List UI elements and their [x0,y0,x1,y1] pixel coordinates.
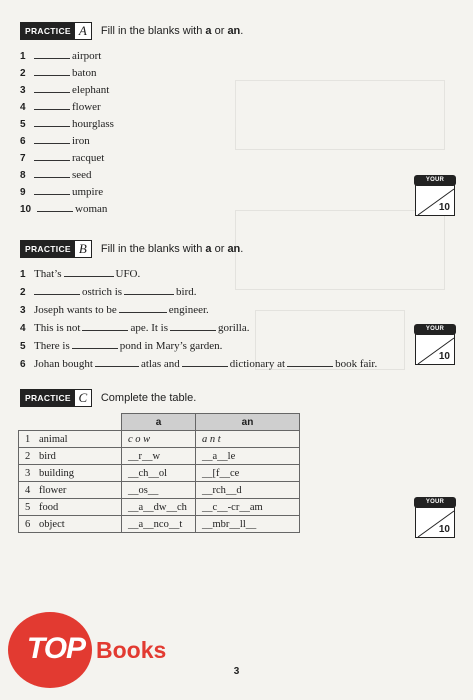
score-label: YOUR SCORE [414,324,456,335]
logo-top-text: TOP [26,632,86,665]
score-slash [416,179,456,217]
list-item: 6 iron [20,135,90,147]
cell-an: __c__-cr__am [196,499,300,516]
score-total: 10 [438,524,450,535]
badge-letter: A [78,23,87,38]
list-item: 1 That’s UFO. [20,268,141,280]
cell-a: __a__nco__t [122,516,196,533]
score-label: YOUR SCORE [414,497,456,508]
table-header-a: a [122,414,196,431]
score-box-c [415,500,455,538]
list-item: 9 umpire [20,186,104,198]
table-header-blank [19,414,122,431]
practice-b-instruction: Fill in the blanks with a or an. [100,243,244,255]
cell-an: __mbr__ll__ [196,516,300,533]
practice-b-header [20,239,243,259]
practice-a-section [20,21,243,41]
list-item: 10 woman [20,203,108,215]
word-table [18,413,300,533]
practice-c-instruction: Complete the table. [100,392,197,404]
practice-a-instruction: Fill in the blanks with a or an. [100,25,244,37]
practice-b-section [20,239,243,259]
cell-an: __rch__d [196,482,300,499]
table-row: 2 bird __r__w __a__le [19,448,300,465]
list-item: 1 airport [20,50,102,62]
list-item: 5 There is pond in Mary’s garden. [20,340,223,352]
score-total: 10 [438,351,450,362]
practice-b-badge [20,240,92,258]
answer-an: a n t [196,431,300,448]
cell-a: __ch__ol [122,465,196,482]
table-header-row [19,414,300,431]
cell-a: __a__dw__ch [122,499,196,516]
table-row: 3 building __ch__ol __[f__ce [19,465,300,482]
badge-word: PRACTICE [21,241,75,257]
list-item: 2 ostrich is bird. [20,286,197,298]
list-item: 4 This is not ape. It is gorilla. [20,322,250,334]
page-number: 3 [233,666,240,677]
show-through-text [30,520,430,620]
score-slash [416,501,456,539]
table-row: 4 flower __os__ __rch__d [19,482,300,499]
table-header-an: an [196,414,300,431]
cell-a: __os__ [122,482,196,499]
practice-a-header [20,21,243,41]
score-total: 10 [438,202,450,213]
score-box-b [415,327,455,365]
list-item: 4 flower [20,101,101,113]
score-slash [416,328,456,366]
badge-word: PRACTICE [21,390,75,406]
list-item: 2 baton [20,67,97,79]
list-item: 3 elephant [20,84,110,96]
practice-c-section [20,388,196,408]
table-row: 1 animal c o w a n t [19,431,300,448]
cell-an: __[f__ce [196,465,300,482]
practice-a-badge [20,22,92,40]
topbooks-logo [8,612,100,692]
badge-letter: C [78,390,88,405]
practice-c-header [20,388,196,408]
score-box-a [415,178,455,216]
badge-letter: B [78,241,87,256]
badge-word: PRACTICE [21,23,75,39]
cell-an: __a__le [196,448,300,465]
cell-a: __r__w [122,448,196,465]
list-item: 6 Johan bought atlas and dictionary at book fair. [20,358,378,370]
list-item: 3 Joseph wants to be engineer. [20,304,209,316]
list-item: 5 hourglass [20,118,114,130]
table-row: 5 food __a__dw__ch __c__-cr__am [19,499,300,516]
practice-c-badge [20,389,92,407]
score-label: YOUR SCORE [414,175,456,186]
list-item: 7 racquet [20,152,105,164]
table-row: 6 object __a__nco__t __mbr__ll__ [19,516,300,533]
logo-books-text: Books [96,637,167,663]
answer-a: c o w [122,431,196,448]
list-item: 8 seed [20,169,92,181]
